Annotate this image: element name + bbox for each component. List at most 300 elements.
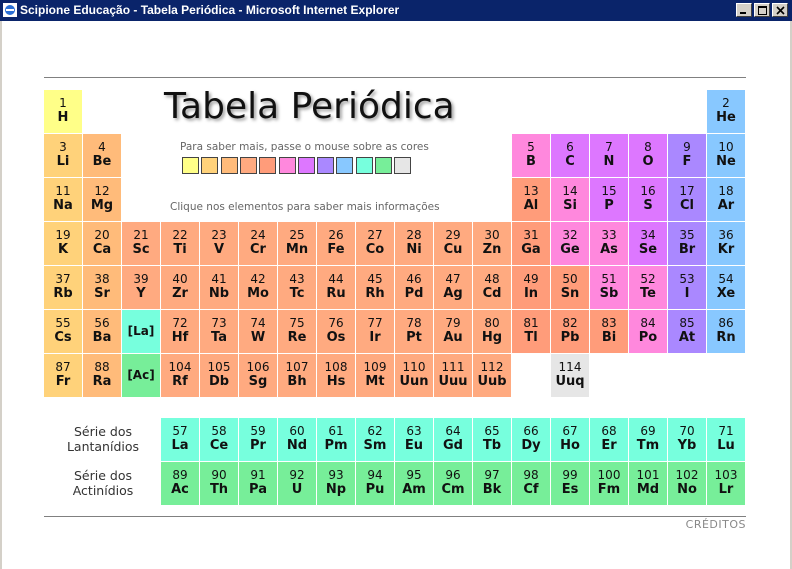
element-ar[interactable] [707,178,745,221]
element-symbol: Ga [521,242,541,257]
atomic-number: 25 [289,228,305,242]
atomic-number: 35 [679,228,695,242]
element-symbol: Co [365,242,385,257]
window-titlebar [0,0,792,21]
element-lr[interactable] [707,462,745,505]
atomic-number: 3 [59,140,67,154]
element-symbol: I [684,286,690,301]
swatch-alkali[interactable] [201,157,218,174]
element-cr[interactable] [239,222,277,265]
element-pb[interactable] [551,310,589,353]
element-symbol: B [526,154,536,169]
atomic-number: 31 [523,228,539,242]
element-symbol: Ir [369,330,381,345]
element-mg[interactable] [83,178,121,221]
element-nb[interactable] [200,266,238,309]
element-be[interactable] [83,134,121,177]
element-at[interactable] [668,310,706,353]
element-ca[interactable] [83,222,121,265]
element-symbol: Cm [441,482,465,497]
element-symbol: Pr [250,438,266,453]
element-symbol: Ce [209,438,229,453]
element-sb[interactable] [590,266,628,309]
element-symbol: Br [678,242,696,257]
element-symbol: Sc [132,242,150,257]
element-ac-series-ref[interactable] [122,354,160,397]
element-rh[interactable] [356,266,394,309]
element-symbol: S [643,198,653,213]
element-lu[interactable] [707,418,745,461]
element-s[interactable] [629,178,667,221]
element-symbol: Nb [208,286,230,301]
element-sn[interactable] [551,266,589,309]
atomic-number: 90 [211,468,227,482]
element-pr[interactable] [239,418,277,461]
element-p[interactable] [590,178,628,221]
hover-hint: Para saber mais, passe o mouse sobre as cores [180,141,429,153]
element-mn[interactable] [278,222,316,265]
element-tc[interactable] [278,266,316,309]
atomic-number: 72 [172,316,188,330]
element-cd[interactable] [473,266,511,309]
atomic-number: 34 [640,228,656,242]
element-symbol: Hs [326,374,346,389]
element-ra[interactable] [83,354,121,397]
page-content [2,21,790,569]
atomic-number: 40 [172,272,188,286]
element-as[interactable] [590,222,628,265]
element-symbol: Po [638,330,658,345]
element-symbol: At [678,330,696,345]
atomic-number: 76 [328,316,344,330]
element-mo[interactable] [239,266,277,309]
atomic-number: 100 [597,468,621,482]
element-symbol: Pa [249,482,267,497]
element-symbol: Db [208,374,230,389]
swatch-unknown[interactable] [394,157,411,174]
atomic-number: 20 [94,228,110,242]
element-symbol: Np [325,482,347,497]
element-symbol: Te [640,286,656,301]
element-symbol: Mn [285,242,309,257]
element-symbol: Er [601,438,617,453]
element-symbol: Uun [399,374,429,389]
element-ir[interactable] [356,310,394,353]
atomic-number: 84 [640,316,656,330]
element-symbol: Be [92,154,112,169]
atomic-number: 48 [484,272,500,286]
element-symbol: Os [326,330,346,345]
swatch-transition[interactable] [240,157,257,174]
swatch-post-transition[interactable] [259,157,276,174]
atomic-number: 39 [133,272,149,286]
element-rf[interactable] [161,354,199,397]
atomic-number: 37 [55,272,71,286]
close-icon [776,6,785,15]
element-ti[interactable] [161,222,199,265]
window-title: Scipione Educação - Tabela Periódica - Microsoft Internet Explorer [20,3,400,17]
atomic-number: 41 [211,272,227,286]
element-sm[interactable] [356,418,394,461]
atomic-number: 58 [211,424,227,438]
element-kr[interactable] [707,222,745,265]
atomic-number: 54 [718,272,734,286]
element-ba[interactable] [83,310,121,353]
minimize-button[interactable] [736,3,752,17]
atomic-number: 75 [289,316,305,330]
element-ru[interactable] [317,266,355,309]
element-ho[interactable] [551,418,589,461]
atomic-number: 114 [558,360,582,374]
element-sg[interactable] [239,354,277,397]
element-co[interactable] [356,222,394,265]
swatch-hydrogen[interactable] [182,157,199,174]
element-symbol: Pd [404,286,424,301]
atomic-number: 71 [718,424,734,438]
element-re[interactable] [278,310,316,353]
element-na[interactable] [44,178,82,221]
atomic-number: 93 [328,468,344,482]
element-symbol: Ge [560,242,580,257]
atomic-number: 103 [714,468,738,482]
element-bh[interactable] [278,354,316,397]
maximize-button[interactable] [754,3,770,17]
element-uun[interactable] [395,354,433,397]
actinide-series-label: Série dos Actinídios [72,468,134,498]
atomic-number: 16 [640,184,656,198]
element-zn[interactable] [473,222,511,265]
atomic-number: 110 [402,360,426,374]
atomic-number: 5 [527,140,535,154]
swatch-nonmetal[interactable] [298,157,315,174]
atomic-number: 8 [644,140,652,154]
element-symbol: Eu [404,438,424,453]
element-symbol: Rb [53,286,73,301]
element-symbol: Md [636,482,660,497]
element-tl[interactable] [512,310,550,353]
atomic-number: 29 [445,228,461,242]
element-symbol: Ho [560,438,580,453]
element-cs[interactable] [44,310,82,353]
element-symbol: Cs [54,330,72,345]
atomic-number: 27 [367,228,383,242]
element-symbol: K [57,242,69,257]
element-ne[interactable] [707,134,745,177]
element-symbol: Dy [521,438,541,453]
element-db[interactable] [200,354,238,397]
atomic-number: 2 [722,96,730,110]
atomic-number: 53 [679,272,695,286]
element-rn[interactable] [707,310,745,353]
atomic-number: 47 [445,272,461,286]
element-uuu[interactable] [434,354,472,397]
element-symbol: Kr [717,242,735,257]
element-n[interactable] [590,134,628,177]
atomic-number: 97 [484,468,500,482]
element-md[interactable] [629,462,667,505]
swatch-actinide[interactable] [375,157,392,174]
element-ce[interactable] [200,418,238,461]
element-symbol: Ru [326,286,346,301]
element-symbol: Sm [363,438,387,453]
element-symbol: P [604,198,614,213]
atomic-number: 12 [94,184,110,198]
atomic-number: 13 [523,184,539,198]
element-symbol: Ne [716,154,736,169]
element-symbol: Nd [286,438,308,453]
element-i[interactable] [668,266,706,309]
element-te[interactable] [629,266,667,309]
atomic-number: 51 [601,272,617,286]
element-symbol: As [600,242,618,257]
element-ni[interactable] [395,222,433,265]
top-divider [44,77,746,78]
atomic-number: 23 [211,228,227,242]
element-hf[interactable] [161,310,199,353]
element-symbol: Ra [92,374,112,389]
element-cm[interactable] [434,462,472,505]
atomic-number: 86 [718,316,734,330]
atomic-number: 17 [679,184,695,198]
element-symbol: Gd [443,438,463,453]
atomic-number: 21 [133,228,149,242]
atomic-number: 112 [480,360,504,374]
atomic-number: 52 [640,272,656,286]
element-symbol: Ar [717,198,735,213]
atomic-number: 36 [718,228,734,242]
element-symbol: Bh [287,374,307,389]
click-hint: Clique nos elementos para saber mais informações [170,201,440,213]
atomic-number: 87 [55,360,71,374]
atomic-number: 64 [445,424,461,438]
element-symbol: Ta [211,330,227,345]
element-fm[interactable] [590,462,628,505]
element-symbol: Rh [365,286,385,301]
element-mt[interactable] [356,354,394,397]
element-th[interactable] [200,462,238,505]
element-symbol: Ni [406,242,422,257]
element-symbol: Tc [289,286,305,301]
atomic-number: 92 [289,468,305,482]
atomic-number: 66 [523,424,539,438]
element-symbol: U [291,482,303,497]
element-cu[interactable] [434,222,472,265]
atomic-number: 7 [605,140,613,154]
element-symbol: Mg [90,198,114,213]
element-er[interactable] [590,418,628,461]
element-symbol: Al [523,198,539,213]
element-ta[interactable] [200,310,238,353]
element-ag[interactable] [434,266,472,309]
atomic-number: 111 [441,360,465,374]
swatch-lanthanide[interactable] [356,157,373,174]
element-symbol: Cu [443,242,463,257]
element-symbol: Hf [171,330,189,345]
atomic-number: 38 [94,272,110,286]
element-symbol: V [213,242,225,257]
atomic-number: 18 [718,184,734,198]
element-c[interactable] [551,134,589,177]
element-symbol: Ca [92,242,112,257]
minimize-icon [740,6,748,14]
swatch-noble-gas[interactable] [336,157,353,174]
atomic-number: 46 [406,272,422,286]
element-symbol: Bi [601,330,617,345]
element-nd[interactable] [278,418,316,461]
atomic-number: 96 [445,468,461,482]
element-he[interactable] [707,90,745,133]
element-symbol: Si [563,198,577,213]
atomic-number: 67 [562,424,578,438]
element-symbol: No [677,482,697,497]
element-yb[interactable] [668,418,706,461]
element-fr[interactable] [44,354,82,397]
element-symbol: [Ac] [127,368,155,382]
element-bi[interactable] [590,310,628,353]
element-es[interactable] [551,462,589,505]
atomic-number: 82 [562,316,578,330]
element-symbol: Es [561,482,579,497]
element-symbol: Sn [560,286,580,301]
element-ga[interactable] [512,222,550,265]
element-ge[interactable] [551,222,589,265]
element-symbol: N [603,154,615,169]
element-symbol: Tb [482,438,502,453]
element-symbol: Y [136,286,146,301]
element-pu[interactable] [356,462,394,505]
close-button[interactable] [772,3,788,17]
element-cf[interactable] [512,462,550,505]
element-si[interactable] [551,178,589,221]
element-uuq[interactable] [551,354,589,397]
atomic-number: 15 [601,184,617,198]
element-fe[interactable] [317,222,355,265]
element-li[interactable] [44,134,82,177]
element-se[interactable] [629,222,667,265]
page-title: Tabela Periódica [164,86,455,127]
element-al[interactable] [512,178,550,221]
element-symbol: Li [56,154,70,169]
element-symbol: Ti [173,242,187,257]
element-symbol: Re [287,330,307,345]
element-u[interactable] [278,462,316,505]
element-rb[interactable] [44,266,82,309]
element-os[interactable] [317,310,355,353]
bottom-divider [44,516,746,517]
element-in[interactable] [512,266,550,309]
element-symbol: Uuq [555,374,585,389]
element-la-series-ref[interactable] [122,310,160,353]
element-cl[interactable] [668,178,706,221]
swatch-alkaline-earth[interactable] [221,157,238,174]
element-sr[interactable] [83,266,121,309]
atomic-number: 98 [523,468,539,482]
atomic-number: 106 [246,360,270,374]
element-dy[interactable] [512,418,550,461]
element-gd[interactable] [434,418,472,461]
atomic-number: 102 [675,468,699,482]
element-no[interactable] [668,462,706,505]
atomic-number: 10 [718,140,734,154]
element-hs[interactable] [317,354,355,397]
element-pd[interactable] [395,266,433,309]
element-pa[interactable] [239,462,277,505]
atomic-number: 62 [367,424,383,438]
element-sc[interactable] [122,222,160,265]
element-tb[interactable] [473,418,511,461]
element-symbol: F [682,154,692,169]
atomic-number: 68 [601,424,617,438]
element-am[interactable] [395,462,433,505]
element-symbol: Sb [599,286,619,301]
atomic-number: 95 [406,468,422,482]
element-symbol: Bk [482,482,502,497]
element-o[interactable] [629,134,667,177]
element-la[interactable] [161,418,199,461]
element-uub[interactable] [473,354,511,397]
credits-link[interactable]: CRÉDITOS [685,518,746,531]
element-br[interactable] [668,222,706,265]
atomic-number: 99 [562,468,578,482]
element-symbol: Rf [172,374,188,389]
element-symbol: Zr [172,286,188,301]
atomic-number: 70 [679,424,695,438]
atomic-number: 6 [566,140,574,154]
element-symbol: Fr [55,374,71,389]
atomic-number: 14 [562,184,578,198]
atomic-number: 69 [640,424,656,438]
atomic-number: 43 [289,272,305,286]
element-symbol: Cl [680,198,694,213]
element-symbol: Ag [443,286,463,301]
atomic-number: 91 [250,468,266,482]
atomic-number: 61 [328,424,344,438]
element-y[interactable] [122,266,160,309]
element-ac[interactable] [161,462,199,505]
element-symbol: Ac [171,482,189,497]
atomic-number: 107 [285,360,309,374]
element-eu[interactable] [395,418,433,461]
element-po[interactable] [629,310,667,353]
element-pt[interactable] [395,310,433,353]
element-symbol: Sr [94,286,110,301]
swatch-halogen[interactable] [317,157,334,174]
element-symbol: Se [638,242,658,257]
atomic-number: 33 [601,228,617,242]
element-k[interactable] [44,222,82,265]
swatch-metalloid[interactable] [279,157,296,174]
element-symbol: Au [443,330,463,345]
atomic-number: 45 [367,272,383,286]
element-symbol: Sg [248,374,268,389]
element-pm[interactable] [317,418,355,461]
element-v[interactable] [200,222,238,265]
element-bk[interactable] [473,462,511,505]
element-xe[interactable] [707,266,745,309]
element-tm[interactable] [629,418,667,461]
element-b[interactable] [512,134,550,177]
element-zr[interactable] [161,266,199,309]
element-symbol: Yb [677,438,697,453]
element-w[interactable] [239,310,277,353]
element-symbol: Xe [716,286,736,301]
element-h[interactable] [44,90,82,133]
maximize-icon [758,6,767,15]
element-np[interactable] [317,462,355,505]
element-hg[interactable] [473,310,511,353]
element-au[interactable] [434,310,472,353]
element-f[interactable] [668,134,706,177]
